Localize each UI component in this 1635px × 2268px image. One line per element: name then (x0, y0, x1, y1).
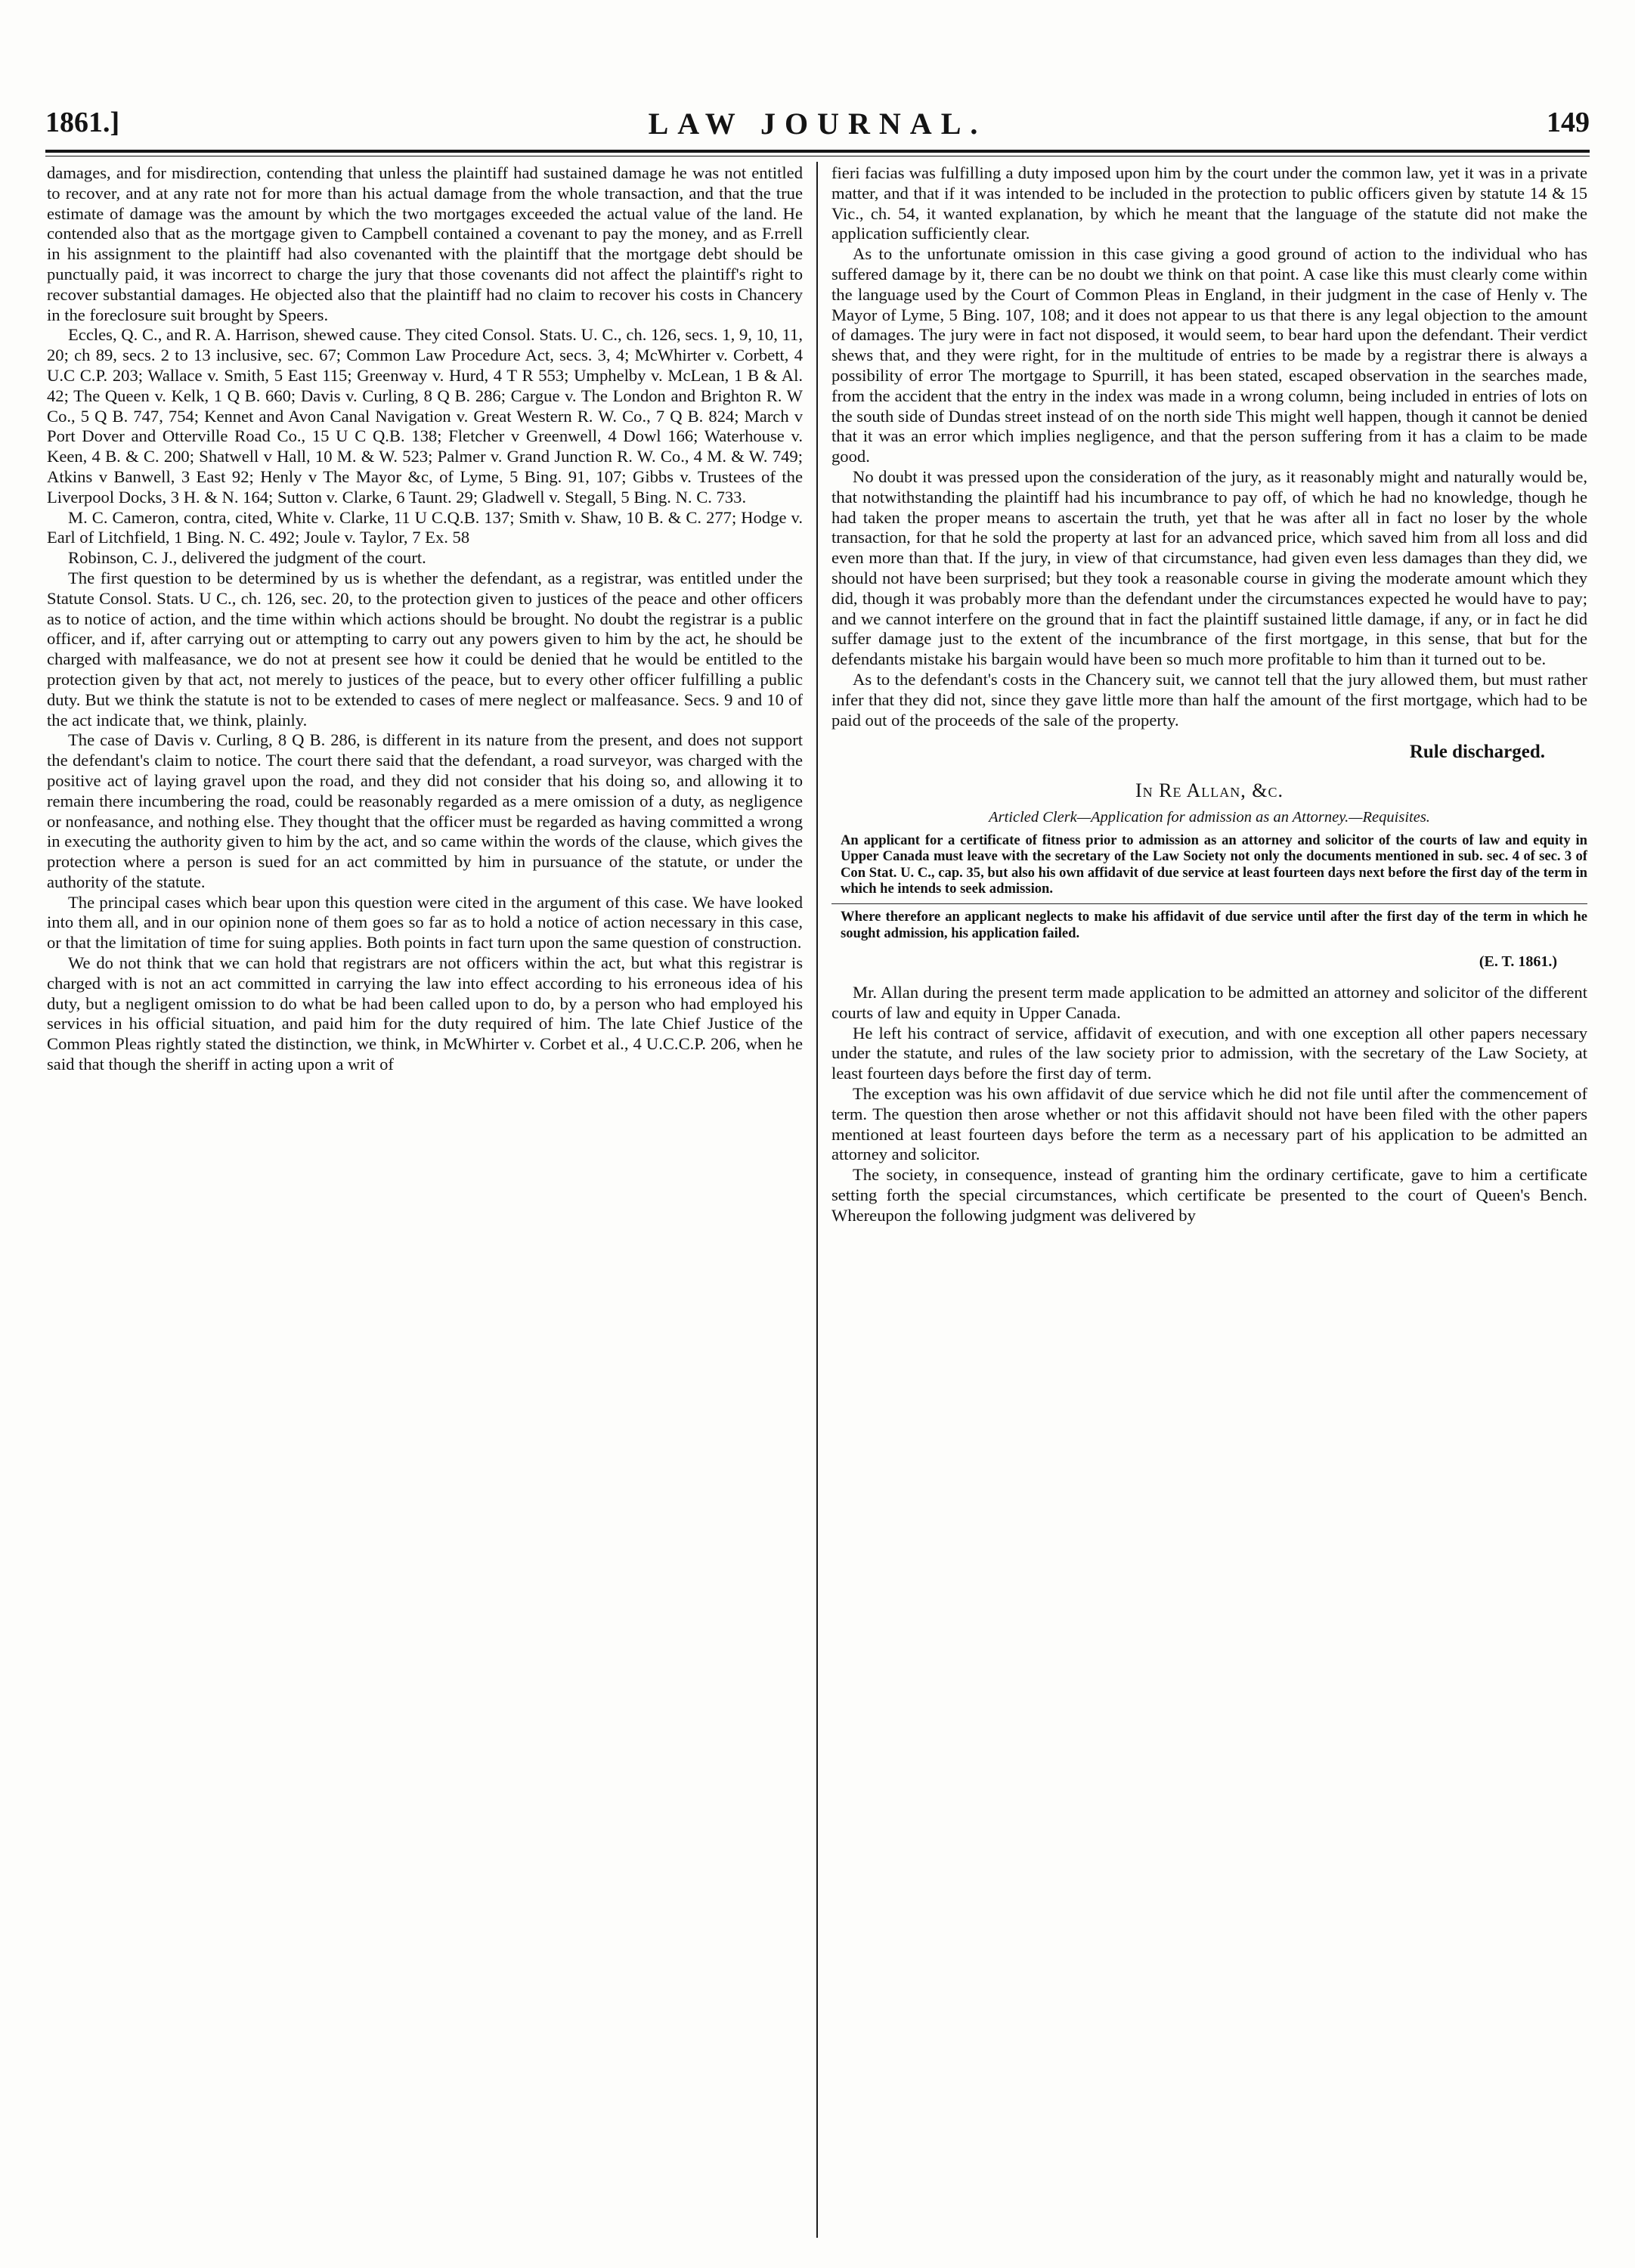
header-page-number: 149 (1547, 107, 1590, 138)
paragraph-registrars: We do not think that we can hold that registrars are not officers within the act, but what this registrar is charged with is not an act committed in carrying the law into effect according to his erroneous idea of his duty, but a negligent omission to do what be had been called upon to do, by a person who had employed his services in his official situation, and paid him for the duty required of him. The late Chief Justice of the Common Pleas rightly stated the distinction, we think, in McWhirter v. Corbet et al., 4 U.C.C.P. 206, when he said that though the sheriff in acting upon a writ of (47, 953, 803, 1074)
paragraph-society-certificate: The society, in consequence, instead of granting him the ordinary certificate, gave to him a certificate setting forth the special circumstances, which certificate be presented to the court of Queen's Bench. Whereupon the following judgment was delivered by (831, 1165, 1587, 1225)
header-year: 1861.] (45, 107, 120, 138)
header-rule-thick (45, 150, 1590, 153)
right-column (831, 163, 1587, 1226)
page-header (45, 106, 1590, 145)
paragraph-exception: The exception was his own affidavit of due service which he did not file until after the commencement of term. The question then arose whether or not this affidavit should not have been filed with the other papers mentioned at least fourteen days before the term as a necessary part of his application to be admitted an attorney and solicitor. (831, 1084, 1587, 1164)
headnote: An applicant for a certificate of fitness prior to admission as an attorney and solicitor of the courts of law and equity in Upper Canada must leave with the secretary of the Law Society not only the documents mentioned in sub. sec. 4 of sec. 3 of Con Stat. U. C., cap. 35, but also his own affidavit of due service at least fourteen days next before the first day of the term in which he intends to seek admission. (841, 832, 1587, 897)
headnote: Where therefore an applicant neglects to make his affidavit of due service until after the first day of the term in which he sought admission, his application failed. (841, 909, 1587, 941)
case-catchline: Articled Clerk—Application for admission as an Attorney.—Requisites. (989, 808, 1430, 826)
term-citation: (E. T. 1861.) (1479, 953, 1557, 971)
paragraph-cited-cases: Eccles, Q. C., and R. A. Harrison, shewed cause. They cited Consol. Stats. U. C., ch. 126, secs. 1, 9, 10, 11, 20; ch 89, secs. 2 to 13 inclusive, sec. 67; Common Law Procedure Act, secs. 3, 4; McWhirter v. Corbett, 4 U.C C.P. 203; Wallace v. Smith, 5 East 115; Greenway v. Hurd, 4 T R 553; Umphelby v. McLean, 1 B & Al. 42; The Queen v. Kelk, 1 Q B. 660; Davis v. Curling, 8 Q B. 286; Cargue v. The London and Brighton R. W Co., 5 Q B. 747, 754; Kennet and Avon Canal Navigation v. Great Western R. W. Co., 7 Q B. 824; March v Port Dover and Otterville Road Co., 15 U C Q.B. 138; Fletcher v Greenwell, 4 Dowl 166; Waterhouse v. Keen, 4 B. & C. 200; Shatwell v Hall, 10 M. & W. 523; Palmer v. Grand Junction R. W. Co., 4 M. & W. 749; Atkins v Banwell, 3 East 92; Henly v The Mayor &c, of Lyme, 5 Bing. 91, 107; Gibbs v. Trustees of the Liverpool Docks, 3 H. & N. 164; Sutton v. Clarke, 6 Taunt. 29; Gladwell v. Stegall, 5 Bing. N. C. 733. (47, 325, 803, 507)
paragraph-argument-continued: damages, and for misdirection, contending that unless the plaintiff had sustained damage he was not entitled to recover, and at any rate not for more than his actual damage from the whole transaction, and that the true estimate of damage was the amount by which the two mortgages exceeded the actual value of the land. He contended also that as the mortgage given to Campbell contained a covenant to pay the money, and as F.rrell in his assignment to the plaintiff had also covenanted with the plaintiff that the mortgage debt should be punctually paid, it was incorrect to charge the jury that those covenants did not affect the plaintiff's right to recover substantial damages. He objected also that the plaintiff had no claim to recover his costs in Chancery in the foreclosure suit brought by Speers. (47, 163, 803, 324)
paragraph-chancery-costs: As to the defendant's costs in the Chancery suit, we cannot tell that the jury allowed them, but must rather infer that they did not, since they gave little more than half the amount of the first mortgage, which had to be paid out of the proceeds of the sale of the property. (831, 669, 1587, 730)
paragraph-jury: No doubt it was pressed upon the consideration of the jury, as it reasonably might and naturally would be, that notwithstanding the plaintiff had his incumbrance to pay off, of which he had no knowledge, though he had taken the proper means to ascertain the truth, yet that he was after all in fact no loser by the whole transaction, for that he sold the property at last for an advanced price, which saved him from all loss and did even more than that. If the jury, in view of that circumstance, had given even less damages than they did, we should not have been surprised; but they took a reasonable course in giving the moderate amount which they did, though it was probably more than the defendant under the circumstances expected he would have to pay; and we cannot interfere on the ground that in fact the plaintiff sustained little damage, if any, or in fact he did suffer damage just to the extent of the incumbrance of the first mortgage, in this sense, that but for the defendants mistake his bargain would have been so much more profitable to him than it turned out to be. (831, 466, 1587, 669)
paragraph-omission: As to the unfortunate omission in this case giving a good ground of action to the individual who has suffered damage by it, there can be no doubt we think on that point. A case like this must clearly come within the language used by the Court of Common Pleas in England, in their judgment in the case of Henly v. The Mayor of Lyme, 5 Bing. 107, 108; and it does not appear to us that there is any legal objection to the amount of damages. The jury were in fact not disposed, it would seem, to bear hard upon the defendant. Their verdict shews that, and they were right, for in the multitude of entries to be made by a registrar there is always a possibility of error The mortgage to Spurrill, it has been stated, escaped observation in the searches made, from the accident that the entry in the index was made in a wrong column, being included in entries of lots on the south side of Dundas street instead of on the north side This might well happen, though it cannot be denied that it was an error which implies negligence, and that the person suffering from it has a claim to be made good. (831, 244, 1587, 466)
paragraph-davis-curling: The case of Davis v. Curling, 8 Q B. 286, is different in its nature from the present, and does not support the defendant's claim to notice. The court there said that the defendant, a road surveyor, was charged with the positive act of laying gravel upon the road, and they did not consider that his doing so, and allowing it to remain there incumbering the road, could be reasonably regarded as a mere omission of a duty, as negligence or nonfeasance, and nothing else. They thought that the officer must be regarded as having committed a wrong in executing the authority given to him by the act, and so came within the words of the clause, which gives the protection where a person is sued for an act committed by him in pursuance of the statute, or under the authority of the statute. (47, 730, 803, 891)
paragraph-application: Mr. Allan during the present term made application to be admitted an attorney and solicitor of the different courts of law and equity in Upper Canada. (831, 983, 1587, 1022)
paragraph-principal-cases: The principal cases which bear upon this question were cited in the argument of this case. We have looked into them all, and in our opinion none of them goes so far as to hold a notice of action necessary in this case, or that the limitation of time for suing applies. Both points in fact turn upon the same question of construction. (47, 892, 803, 953)
paragraph-first-question: The first question to be determined by us is whether the defendant, as a registrar, was entitled under the Statute Consol. Stats. U C., ch. 126, sec. 20, to the protection given to justices of the peace and other officers as to notice of action, and the time within which actions should be brought. No doubt the registrar is a public officer, and if, after carrying out or attempting to carry out any powers given to him by the act, he should be charged with malfeasance, we do not at present see how it could be denied that he would be entitled to the protection given by that act, not merely to justices of the peace, but to every other officer fulfilling a public duty. But we think the statute is not to be extended to cases of mere neglect or malfeasance. Secs. 9 and 10 of the act indicate that, we think, plainly. (47, 568, 803, 730)
paragraph-contra: M. C. Cameron, contra, cited, White v. Clarke, 11 U C.Q.B. 137; Smith v. Shaw, 10 B. & C. 277; Hodge v. Earl of Litchfield, 1 Bing. N. C. 492; Joule v. Taylor, 7 Ex. 58 (47, 507, 803, 547)
column-divider (816, 162, 818, 2238)
paragraph-judgment-intro: Robinson, C. J., delivered the judgment of the court. (68, 548, 426, 568)
paragraph-contract-of-service: He left his contract of service, affidavit of execution, and with one exception all other papers necessary under the statute, and rules of the law society prior to admission, with the secretary of the Law Society, at least fourteen days before the first day of term. (831, 1023, 1587, 1083)
case-title: In Re Allan, &c. (1135, 779, 1284, 802)
paragraph-fieri-facias: fieri facias was fulfilling a duty imposed upon him by the court under the common law, yet it was in a private matter, and that if it was intended to be included in the protection to public officers given by statute 14 & 15 Vic., ch. 54, it wanted explanation, by which he meant that the language of the statute did not make the application sufficiently clear. (831, 163, 1587, 243)
rule-discharged: Rule discharged. (1409, 742, 1545, 763)
left-column (47, 163, 803, 1075)
headnote-divider (831, 903, 1587, 904)
header-title: LAW JOURNAL. (648, 107, 987, 141)
